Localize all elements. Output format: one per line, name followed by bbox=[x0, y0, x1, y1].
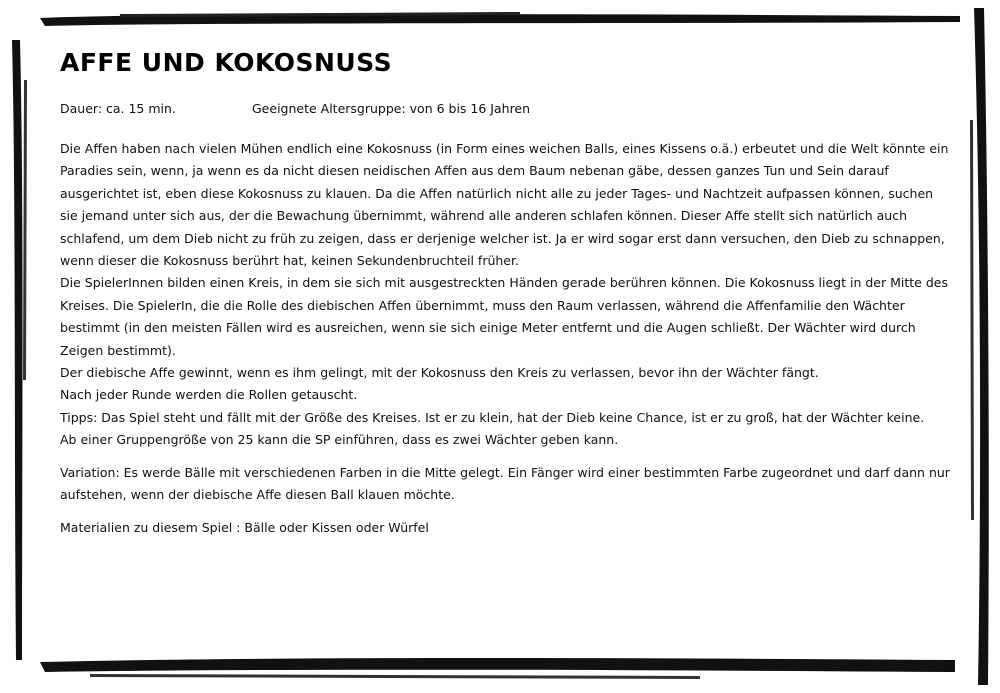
materials-text: Materialien zu diesem Spiel : Bälle oder Kissen oder Würfel bbox=[60, 519, 429, 535]
page-title: AFFE UND KOKOSNUSS bbox=[60, 48, 393, 77]
worksheet bbox=[60, 48, 950, 539]
age-group-text: Geeignete Altersgruppe: von 6 bis 16 Jahren bbox=[252, 101, 531, 116]
paragraph: Der diebische Affe gewinnt, wenn es ihm gelingt, mit der Kokosnuss den Kreis zu verlassen, bevor ihn der Wächter fängt. bbox=[60, 365, 819, 381]
frame-right-stroke bbox=[974, 8, 989, 685]
frame-bottom-stroke bbox=[40, 658, 955, 672]
paragraph: Tipps: Das Spiel steht und fällt mit der Größe des Kreises. Ist er zu klein, hat der Dieb keine Chance, ist er zu groß, hat der Wächter keine. bbox=[60, 409, 925, 425]
description bbox=[60, 138, 950, 539]
paragraph: Nach jeder Runde werden die Rollen getauscht. bbox=[60, 387, 358, 403]
paragraph: Die Affen haben nach vielen Mühen endlich eine Kokosnuss (in Form eines weichen Balls, eines Kissens o.ä.) erbeutet und die Welt könnte ein Paradies sein, wenn, ja wenn es da nicht diesen neidischen Affen aus dem Baum nebenan gäbe, dessen ganzes Tun und Sein darauf ausgerichtet ist, eben diese Kokosnuss zu klauen. Da die Affen natürlich nicht alle zu jeder Tages- und Nachtzeit aufpassen können, suchen sie jemand unter sich aus, der die Bewachung übernimmt, während alle anderen schlafen können. Dieser Affe stellt sich natürlich auch schlafend, um dem Dieb nicht zu früh zu zeigen, dass er derjenige welcher ist. Ja er wird sogar erst dann versuchen, den Dieb zu schnappen, wenn dieser die Kokosnuss berührt hat, keinen Sekundenbruchteil früher. bbox=[60, 141, 949, 269]
paragraph: Ab einer Gruppengröße von 25 kann die SP einführen, dass es zwei Wächter geben kann. bbox=[60, 432, 619, 448]
meta-row bbox=[60, 101, 950, 116]
paragraph: Die SpielerInnen bilden einen Kreis, in dem sie sich mit ausgestreckten Händen gerade berühren können. Die Kokosnuss liegt in der Mitte des Kreises. Die SpielerIn, die die Rolle des diebischen Affen übernimmt, muss den Raum verlassen, während die Affenfamilie den Wächter bestimmt (in den meisten Fällen wird es ausreichen, wenn sie sich einige Meter entfernt und die Augen schließt. Der Wächter wird durch Zeigen bestimmt). bbox=[60, 275, 948, 358]
duration-text: Dauer: ca. 15 min. bbox=[60, 101, 176, 116]
frame-top-stroke bbox=[40, 14, 960, 26]
frame-left-stroke bbox=[12, 40, 23, 660]
variation-text: Variation: Es werde Bälle mit verschiedenen Farben in die Mitte gelegt. Ein Fänger wird einer bestimmten Farbe zugeordnet und darf dann nur aufstehen, wenn der diebische Affe diesen Ball klauen möchte. bbox=[60, 464, 950, 503]
